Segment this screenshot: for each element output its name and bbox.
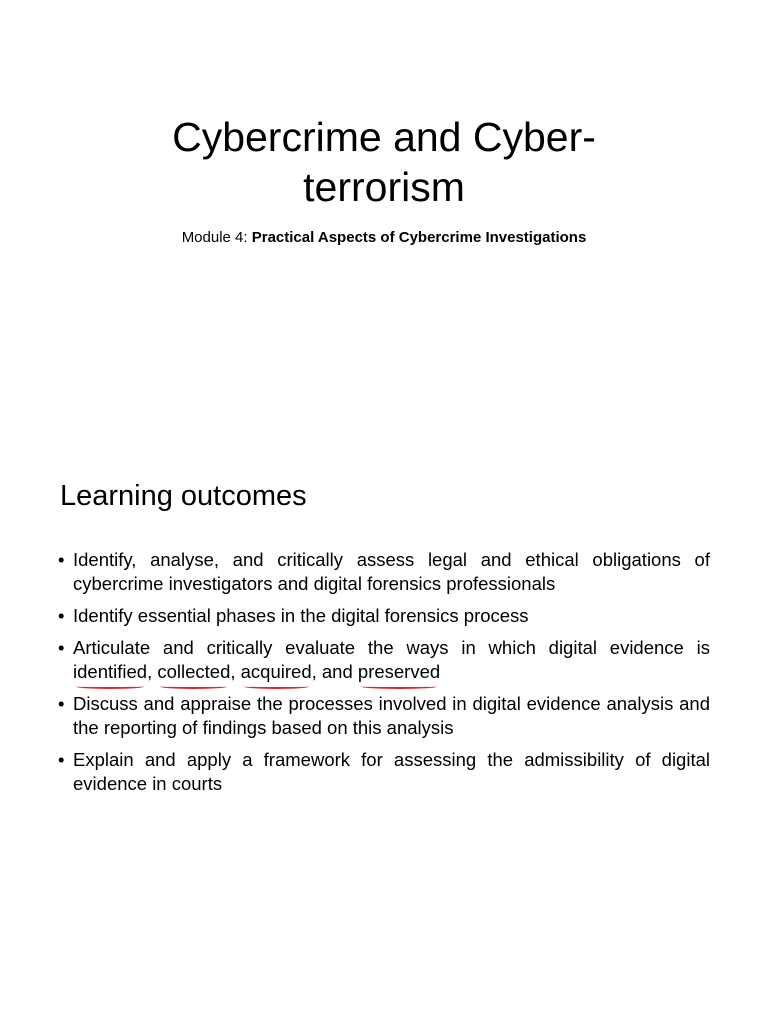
bullet-icon: •: [58, 749, 65, 770]
annotated-word: collected: [157, 661, 231, 682]
list-item: [58, 748, 710, 796]
learning-outcomes-heading: Learning outcomes: [60, 480, 307, 512]
slide-title: [0, 112, 768, 212]
bullet-icon: •: [58, 637, 65, 658]
module-prefix: Module 4:: [181, 229, 252, 246]
bullet-icon: •: [58, 549, 65, 570]
title-line-2: terrorism: [303, 164, 465, 210]
outcomes-list: [58, 548, 710, 804]
list-item: [58, 636, 710, 684]
outcome-text: Articulate and critically evaluate the ways in which digital evidence is: [73, 637, 710, 658]
module-title: Practical Aspects of Cybercrime Investigations: [251, 229, 587, 246]
outcome-text: Explain and apply a framework for assessing the admissibility of digital evidence in courts: [73, 749, 710, 794]
outcome-text: Discuss and appraise the processes involved in digital evidence analysis and the reporting of findings based on this analysis: [73, 693, 710, 738]
list-item: [58, 548, 710, 596]
bullet-icon: •: [58, 605, 65, 626]
title-line-1: Cybercrime and Cyber-: [172, 114, 596, 160]
bullet-icon: •: [58, 693, 65, 714]
separator: ,: [230, 661, 241, 682]
annotated-word: acquired: [240, 661, 312, 682]
list-item: [58, 692, 710, 740]
annotated-word: preserved: [357, 661, 441, 682]
list-item: [58, 604, 710, 628]
annotated-word: identified: [73, 661, 148, 682]
module-subtitle: [0, 228, 768, 248]
separator: , and: [311, 661, 358, 682]
outcome-text: Identify essential phases in the digital forensics process: [73, 605, 529, 626]
outcome-text: Identify, analyse, and critically assess legal and ethical obligations of cybercrime investigators and digital forensics professionals: [73, 549, 710, 594]
learning-outcomes-slide: [0, 442, 768, 1024]
separator: ,: [147, 661, 158, 682]
title-slide: [0, 0, 768, 432]
